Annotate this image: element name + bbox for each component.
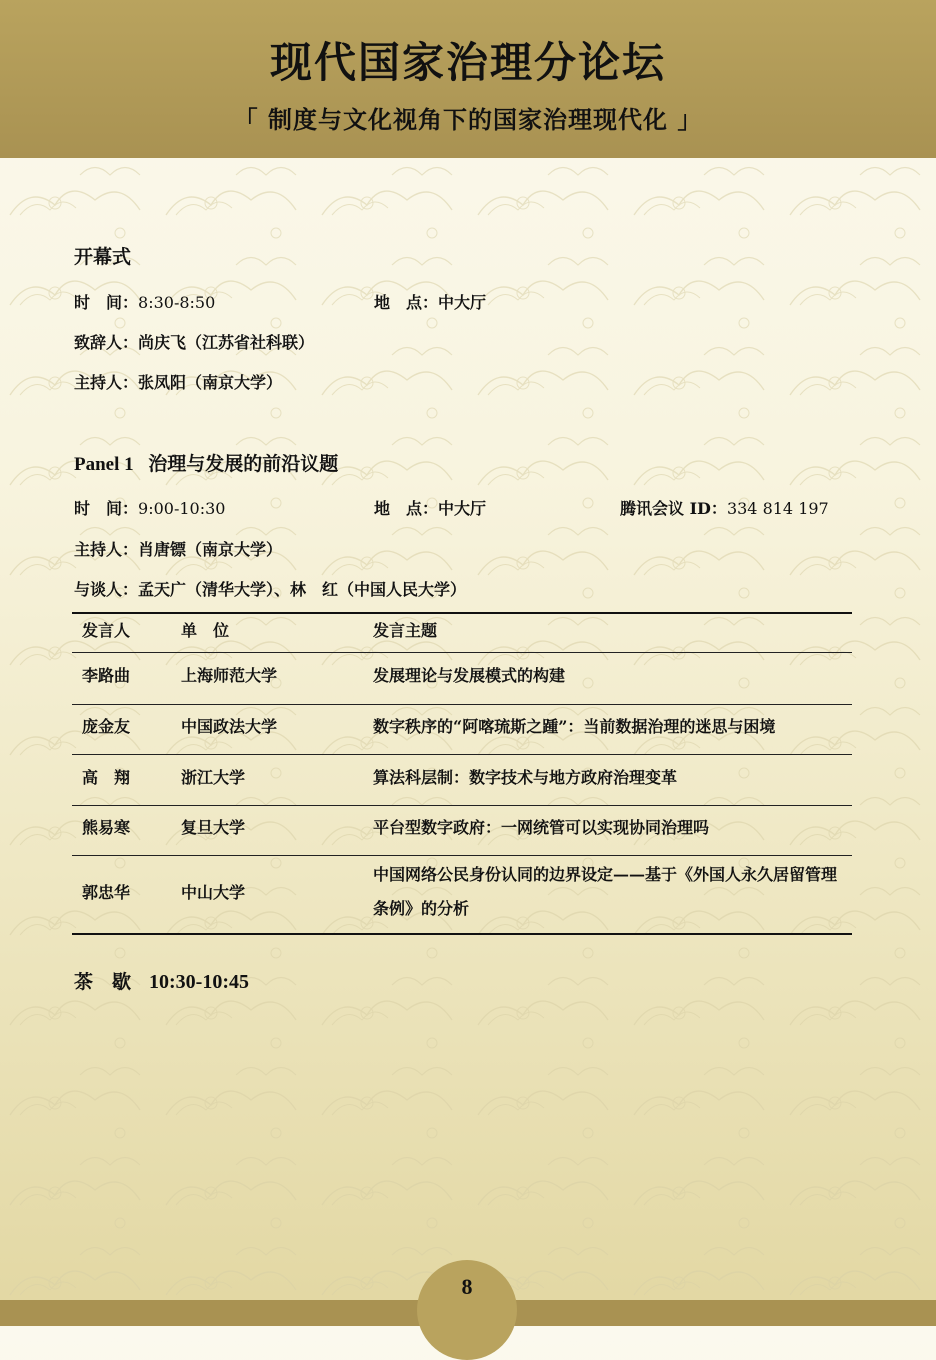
opening-time-label: 时 间： — [74, 293, 139, 312]
panel1-meeting-label: 腾讯会议 ID： — [620, 499, 727, 518]
opening-time-value: 8:30-8:50 — [138, 293, 216, 312]
panel1-host — [74, 537, 282, 560]
table-header-topic: 发言主题 — [373, 621, 438, 640]
opening-host-label: 主持人： — [74, 373, 139, 392]
panel1-heading — [74, 449, 338, 476]
row-topic: 中国网络公民身份认同的边界设定——基于《外国人永久居留管理条例》的分析 — [373, 865, 838, 918]
row-org: 中国政法大学 — [181, 717, 278, 736]
opening-speaker-value: 尚庆飞（江苏省社科联） — [138, 333, 315, 352]
row-org: 上海师范大学 — [181, 666, 278, 685]
page-number: 8 — [461, 1274, 473, 1299]
panel1-heading-title: 治理与发展的前沿议题 — [148, 453, 339, 475]
row-topic: 发展理论与发展模式的构建 — [373, 666, 566, 685]
panel1-time — [74, 496, 225, 519]
row-topic: 平台型数字政府：一网统管可以实现协同治理吗 — [373, 818, 710, 837]
panel1-place-label: 地 点： — [374, 499, 439, 518]
panel1-discussant-value: 孟天广（清华大学）、林 红（中国人民大学） — [138, 580, 467, 599]
row-speaker: 李路曲 — [82, 666, 131, 685]
opening-speaker — [74, 330, 314, 353]
table-top-rule — [72, 612, 852, 614]
row-org: 浙江大学 — [181, 768, 246, 787]
row-speaker: 高 翔 — [82, 768, 131, 787]
opening-place-label: 地 点： — [374, 293, 439, 312]
panel1-discussant-label: 与谈人： — [74, 580, 139, 599]
panel1-host-value: 肖唐镖（南京大学） — [138, 540, 283, 559]
panel1-place-value: 中大厅 — [438, 499, 487, 518]
panel1-place — [374, 496, 486, 519]
table-header-rule — [72, 652, 852, 653]
panel1-time-label: 时 间： — [74, 499, 139, 518]
row-speaker: 庞金友 — [82, 717, 131, 736]
opening-place — [374, 290, 486, 313]
header-band — [0, 0, 936, 158]
opening-host — [74, 370, 282, 393]
tea-break-time: 10:30-10:45 — [149, 971, 249, 993]
tea-break-label: 茶 歇 — [74, 971, 132, 993]
row-divider — [72, 855, 852, 856]
opening-heading: 开幕式 — [74, 246, 132, 268]
row-divider — [72, 704, 852, 705]
row-speaker: 熊易寒 — [82, 818, 131, 837]
row-divider — [72, 754, 852, 755]
panel1-meeting-value: 334 814 197 — [726, 499, 829, 518]
opening-host-value: 张凤阳（南京大学） — [138, 373, 283, 392]
row-divider — [72, 805, 852, 806]
row-org: 复旦大学 — [181, 818, 246, 837]
table-header-speaker: 发言人 — [82, 621, 131, 640]
table-header-org: 单 位 — [181, 621, 230, 640]
row-speaker: 郭忠华 — [82, 883, 131, 902]
table-bottom-rule — [72, 933, 852, 935]
row-topic: 数字秩序的“阿喀琉斯之踵”：当前数据治理的迷思与困境 — [373, 717, 776, 736]
panel1-meeting-id — [620, 496, 829, 519]
page-subtitle: 「 制度与文化视角下的国家治理现代化 」 — [233, 105, 703, 134]
panel1-heading-prefix: Panel 1 — [74, 454, 134, 475]
panel1-time-value: 9:00-10:30 — [138, 499, 226, 518]
opening-speaker-label: 致辞人： — [74, 333, 139, 352]
page-title: 现代国家治理分论坛 — [269, 38, 666, 87]
opening-place-value: 中大厅 — [438, 293, 487, 312]
opening-time — [74, 290, 215, 313]
panel1-discussants — [74, 577, 466, 600]
tea-break — [74, 967, 249, 994]
panel1-host-label: 主持人： — [74, 540, 139, 559]
row-org: 中山大学 — [181, 883, 246, 902]
row-topic: 算法科层制：数字技术与地方政府治理变革 — [373, 768, 678, 787]
